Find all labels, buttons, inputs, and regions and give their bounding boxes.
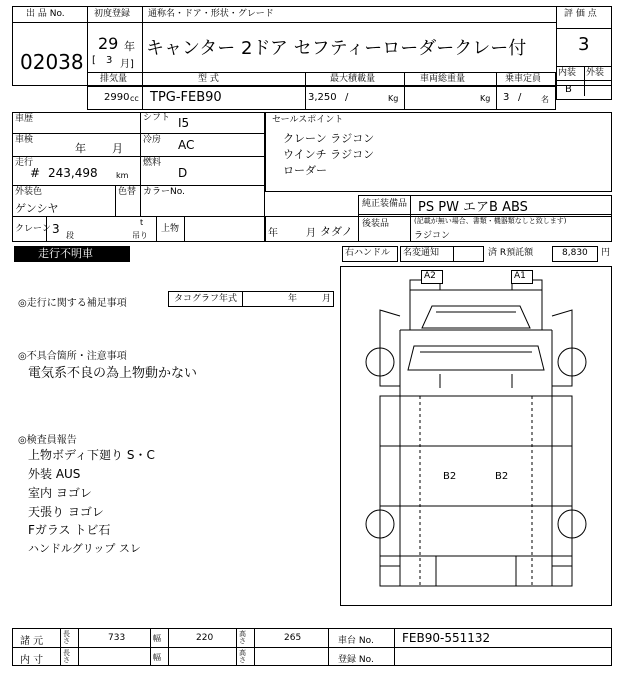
mileage-note-label: ◎走行に関する補足事項 [18,298,127,309]
steering: 右ハンドル [345,248,391,258]
inspection-month-unit: 月 [112,142,123,155]
lot-no-label: 出 品 No. [26,9,65,19]
inner-length-label: 長さ [63,649,70,664]
month-unit: 月] [120,59,134,70]
max-load: 3,250 [308,92,337,103]
inspector-line: Fガラス トビ石 [28,523,111,537]
displacement: 2990 [104,92,130,103]
defects-text: 電気系不良の為上物動かない [28,366,198,381]
gvw-label: 車両総重量 [420,74,466,84]
crane-hoist: 吊り [132,231,148,240]
dims-label: 諸 元 [20,636,44,647]
score-label: 評 価 点 [564,9,597,19]
inner-label: 内 寸 [20,655,44,666]
inspector-line: 外装 AUS [28,467,81,481]
damage-mark-label: B2 [495,471,509,482]
recycle-unit: 円 [601,248,611,258]
model-year: 29 [98,34,119,53]
crane-label: クレーン [15,224,51,234]
name-change-check [453,246,484,262]
color-label: 外装色 [15,187,43,197]
color-change-label: 色替 [118,187,137,197]
inspector-line: 上物ボディ下廻り S・C [28,448,155,462]
status-badge-text: 走行不明車 [38,247,93,260]
defects-label: ◎不具合箇所・注意事項 [18,351,127,362]
inspection-year-unit: 年 [75,142,86,155]
ac: AC [178,138,195,152]
aftermarket-label: 後装品 [362,219,390,229]
mileage-unit: km [116,171,129,180]
vehicle-diagram [340,266,612,606]
reg-label: 登録 No. [338,655,374,665]
color-code-label: カラーNo. [143,187,185,197]
sales-point-line: ウインチ ラジコン [283,148,375,161]
month: 3 [106,55,113,66]
recycle-label: 済 R預託額 [488,248,534,258]
sales-point-line: クレーン ラジコン [283,132,375,145]
length: 733 [108,633,126,643]
lot-no: 02038 [20,50,84,74]
chassis: FEB90-551132 [402,631,491,645]
capacity-sep: / [518,92,522,103]
crane-ton: t [140,218,144,227]
width-label: 幅 [153,634,161,643]
capacity-label: 乗車定員 [505,74,542,84]
aftermarket-value: ラジコン [414,231,451,241]
max-load-label: 最大積載量 [330,74,376,84]
mileage: 243,498 [48,166,98,180]
inspection-label: 車検 [15,135,34,145]
displacement-label: 排気量 [100,74,128,84]
year-unit: 年 [124,40,135,53]
damage-mark-label: A2 [424,271,436,281]
interior-label: 内装 [558,68,577,78]
damage-mark-label: A1 [514,271,526,281]
inspector-line: 室内 ヨゴレ [28,486,92,500]
max-load-sep: / [345,92,349,103]
vehicle-name: キャンター 2ドア セフティーローダークレー付 [146,38,527,59]
aftermarket-note: (記載が無い場合、書類・機器類なしと致します) [414,217,567,225]
history-label: 車歴 [15,114,34,124]
capacity: 3 [503,92,510,103]
equipment-value: PS PW エアB ABS [418,200,528,215]
tacho-month-unit: 月 [322,294,332,304]
exterior-label: 外装 [586,68,605,78]
sales-point-line: ローダー [283,164,327,177]
inner-width-label: 幅 [153,653,161,662]
interior-grade: B [565,84,572,95]
max-load-unit: Kg [388,94,399,103]
grade-label: 通称名・ドア・形状・グレード [148,9,274,19]
month-bracket-open: [ [92,55,96,66]
recycle-amount: 8,830 [562,248,588,258]
inspector-label: ◎検査員報告 [18,435,77,446]
model: TPG-FEB90 [150,90,222,105]
crane-stage-unit: 段 [66,231,74,240]
damage-mark-label: B2 [443,471,457,482]
tacho-label: タコグラフ年式 [174,294,238,304]
body-label: 上物 [161,224,180,234]
first-reg-label: 初度登録 [94,9,131,19]
height-label: 高さ [239,630,246,645]
status-badge [14,246,130,262]
gvw-unit: Kg [480,94,491,103]
inspector-line: 天張り ヨゴレ [28,505,104,519]
body-maker: タダノ [320,225,353,238]
name-change-label: 名変通知 [403,248,440,258]
ac-label: 冷房 [143,135,162,145]
sales-points-label: セールスポイント [272,115,344,125]
width: 220 [196,633,214,643]
score: 3 [578,34,590,55]
displacement-unit: cc [130,94,139,103]
fuel-label: 燃料 [143,158,162,168]
shift: I5 [178,116,190,130]
body-year-unit: 年 [268,228,278,239]
mileage-prefix: # [30,166,41,180]
length-label: 長さ [63,630,70,645]
inner-height-label: 高さ [239,649,246,664]
shift-label: シフト [143,113,171,123]
capacity-unit: 名 [541,95,549,104]
equipment-label: 純正装備品 [362,199,408,209]
inspector-line: ハンドルグリップ スレ [28,542,141,555]
color: ゲンシヤ [15,202,59,215]
body-month-unit: 月 [306,228,316,239]
fuel: D [178,166,188,180]
model-label: 型 式 [198,74,219,84]
height: 265 [284,633,302,643]
tacho-year-unit: 年 [288,294,298,304]
chassis-label: 車台 No. [338,636,374,646]
crane-stages: 3 [52,222,60,236]
mileage-label: 走行 [15,158,34,168]
